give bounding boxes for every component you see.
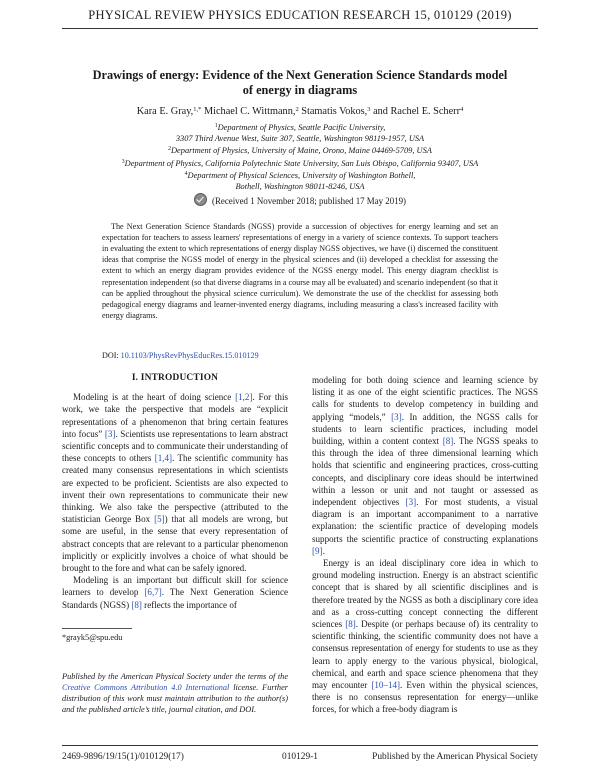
author-3: Stamatis Vokos, xyxy=(301,106,368,117)
text-run: . The Next Generation Science Standards (NGSS) xyxy=(62,587,288,610)
author-2: Michael C. Wittmann, xyxy=(203,106,296,117)
text-run: Energy is an ideal disciplinary core idea in which to ground modeling instruction. Energy is an abstract scientific concept that is shared by all scientific disciplines and is therefore treated by the NGSS as both a disciplinary core idea and as a cross-cutting concept connecting the different sciences xyxy=(312,558,538,630)
affiliation-3 xyxy=(30,157,570,170)
text-run: . Even within the physical sciences, there is no consensus representation for energy—unlike forces, for which a free-body diagram is xyxy=(312,680,538,715)
received-text: (Received 1 November 2018; published 17 May 2019) xyxy=(212,196,406,206)
abstract: The Next Generation Science Standards (NGSS) provide a succession of objectives for energy learning and set an expectation for teachers to assess learners' representations of energy in a variety of science contexts. To support teachers in evaluating the extent to which representations of energy display NGSS objectives, we have (i) discerned the constituent ideas that comprise the NGSS model of energy in the physical sciences and (ii) developed a checklist for assessing the extent to which an energy diagram provides evidence of the NGSS energy model. This energy diagram checklist is representation independent (so that diverse diagrams in a course may all be evaluated) and scenario independent (so that it can be applied throughout the physical science curriculum). We demonstrate the use of the checklist for assessing both pedagogical energy diagrams and learner-invented energy diagrams, including measuring a class's increased facility with energy diagrams. xyxy=(102,222,499,320)
running-head: PHYSICAL REVIEW PHYSICS EDUCATION RESEARCH 15, 010129 (2019) xyxy=(88,8,512,22)
affiliation-1 xyxy=(30,121,570,134)
citation-link[interactable]: [8] xyxy=(131,599,142,610)
footer-issn: 2469-9896/19/15(1)/010129(17) xyxy=(62,752,184,762)
affiliation-3-line-1: Department of Physics, California Polytechnic State University, San Luis Obispo, California 93407, USA xyxy=(124,158,479,168)
text-run: license. Further distribution of this work must maintain attribution to the author(s) and the published article’s title, journal citation, and DOI. xyxy=(62,683,288,715)
title-line-2: of energy in diagrams xyxy=(242,83,358,97)
footnote-rule xyxy=(62,628,132,629)
section-heading: I. INTRODUCTION xyxy=(131,373,219,383)
corresponding-author-email[interactable]: *grayk5@spu.edu xyxy=(62,633,123,642)
text-run: ) that all models are wrong, but some are useful, in the sense that every representation of abstract concepts that are relevant to a particular phenomenon implicitly or explicitly involves a choice of what should be brought to the fore and what can be safely ignored. xyxy=(62,514,288,574)
citation-link[interactable]: [6,7] xyxy=(144,587,162,598)
intro-paragraph-4 xyxy=(312,557,538,716)
citation-link[interactable]: [1,4] xyxy=(154,453,173,464)
text-run: . xyxy=(322,545,325,556)
affiliation-2-marker: 2 xyxy=(168,146,171,153)
author-2-affil: 2 xyxy=(295,106,299,113)
author-3-affil: 3 xyxy=(367,106,371,113)
left-column xyxy=(62,372,288,611)
author-4-affil: 4 xyxy=(460,106,464,113)
license-link[interactable]: Creative Commons Attribution 4.0 International xyxy=(62,683,230,693)
citation-link[interactable]: [5] xyxy=(154,514,165,525)
right-column xyxy=(312,374,538,716)
text-run: . For most students, a visual diagram is an important accompaniment to a narrative explanation: the scientific practice of developing models supports the scientific practice of constructing explanations xyxy=(312,497,539,544)
citation-link[interactable]: [3] xyxy=(405,497,417,508)
affiliation-4-line-1: Department of Physical Sciences, University of Washington Bothell, xyxy=(187,171,416,181)
affiliations xyxy=(30,121,570,193)
intro-paragraph-3 xyxy=(312,374,538,557)
received-dates xyxy=(0,193,600,207)
affiliation-2 xyxy=(30,144,570,157)
text-run: . For this work, we take the perspective that models are “explicit representations of a phenomenon that bring certain features into focus” xyxy=(62,392,288,439)
citation-link[interactable]: [10–14] xyxy=(371,680,401,691)
footer-page-number: 010129-1 xyxy=(282,752,318,762)
text-run: modeling for both doing science and learning science by listing it as one of the eight scientific practices. The NGSS calls for students to develop competency in building and applying “models,” xyxy=(312,375,538,422)
affiliation-1-line-2: 3307 Third Avenue West, Suite 307, Seattle, Washington 98119-1957, USA xyxy=(175,133,425,143)
text-run: reflects the importance of xyxy=(141,599,237,610)
text-run: . The NGSS speaks to this through the idea of three dimensional learning which holds that scientific and engineering practices, cross-cutting concepts, and disciplinary core ideas should be intertwined within a lesson or unit and not taught or assessed as independent objectives xyxy=(312,436,538,508)
text-run: Modeling is an important but difficult skill for science learners to develop xyxy=(62,575,288,598)
footer-rule xyxy=(62,745,538,746)
text-run: . Despite (or perhaps because of) its centrality to scientific thinking, the scientific community does not have a consensus representation of energy for students to use as they learn to apply energy to the various physical, biological, chemical, and earth and space science phenomena that they may encounter xyxy=(312,619,538,691)
doi-link[interactable]: 10.1103/PhysRevPhysEducRes.15.010129 xyxy=(120,351,259,360)
affiliation-1-line-1: Department of Physics, Seattle Pacific University, xyxy=(217,123,386,132)
doi-label: DOI: xyxy=(102,351,119,360)
citation-link[interactable]: [1,2] xyxy=(235,392,253,403)
affiliation-1-marker: 1 xyxy=(214,123,218,129)
intro-paragraph-1 xyxy=(62,391,288,574)
check-for-updates-icon[interactable] xyxy=(194,193,207,206)
article-title xyxy=(60,68,540,98)
title-line-1: Drawings of energy: Evidence of the Next Generation Science Standards model xyxy=(92,68,508,82)
license-notice xyxy=(62,672,288,716)
citation-link[interactable]: [9] xyxy=(312,545,323,556)
affiliation-4-line-2: Bothell, Washington 98011-8246, USA xyxy=(235,181,365,191)
text-run: . The scientific community has created many consensus representations in which scientists are expected to be proficient. Scientists are also expected to invent their own representations to communicate their new thinking. We also take the perspective (attributed to the statistician George Box xyxy=(62,453,289,525)
intro-paragraph-2 xyxy=(62,574,288,611)
doi-line xyxy=(102,350,259,361)
author-list xyxy=(40,104,560,118)
author-4: and Rachel E. Scherr xyxy=(373,106,461,117)
text-run: . Scientists use representations to learn abstract scientific concepts and to communicate their understanding of these concepts to others xyxy=(62,428,288,464)
citation-link[interactable]: [3] xyxy=(104,428,116,439)
text-run: Modeling is at the heart of doing science xyxy=(73,392,236,403)
citation-link[interactable]: [3] xyxy=(391,411,402,422)
affiliation-4-marker: 4 xyxy=(184,171,188,178)
citation-link[interactable]: [8] xyxy=(442,436,454,447)
header-rule xyxy=(62,28,538,29)
citation-link[interactable]: [8] xyxy=(345,619,356,630)
text-run: Published by the American Physical Society under the terms of the xyxy=(62,672,288,682)
affiliation-4 xyxy=(30,169,570,182)
footer-publisher: Published by the American Physical Society xyxy=(372,752,538,762)
text-run: . In addition, the NGSS calls for students to learn scientific practices, including model building, within a content context xyxy=(312,411,538,447)
affiliation-2-line-1: Department of Physics, University of Maine, Orono, Maine 04469-5709, USA xyxy=(171,146,432,156)
author-1: Kara E. Gray, xyxy=(136,106,194,117)
affiliation-3-marker: 3 xyxy=(121,158,125,165)
author-1-affil: 1,* xyxy=(193,106,202,113)
